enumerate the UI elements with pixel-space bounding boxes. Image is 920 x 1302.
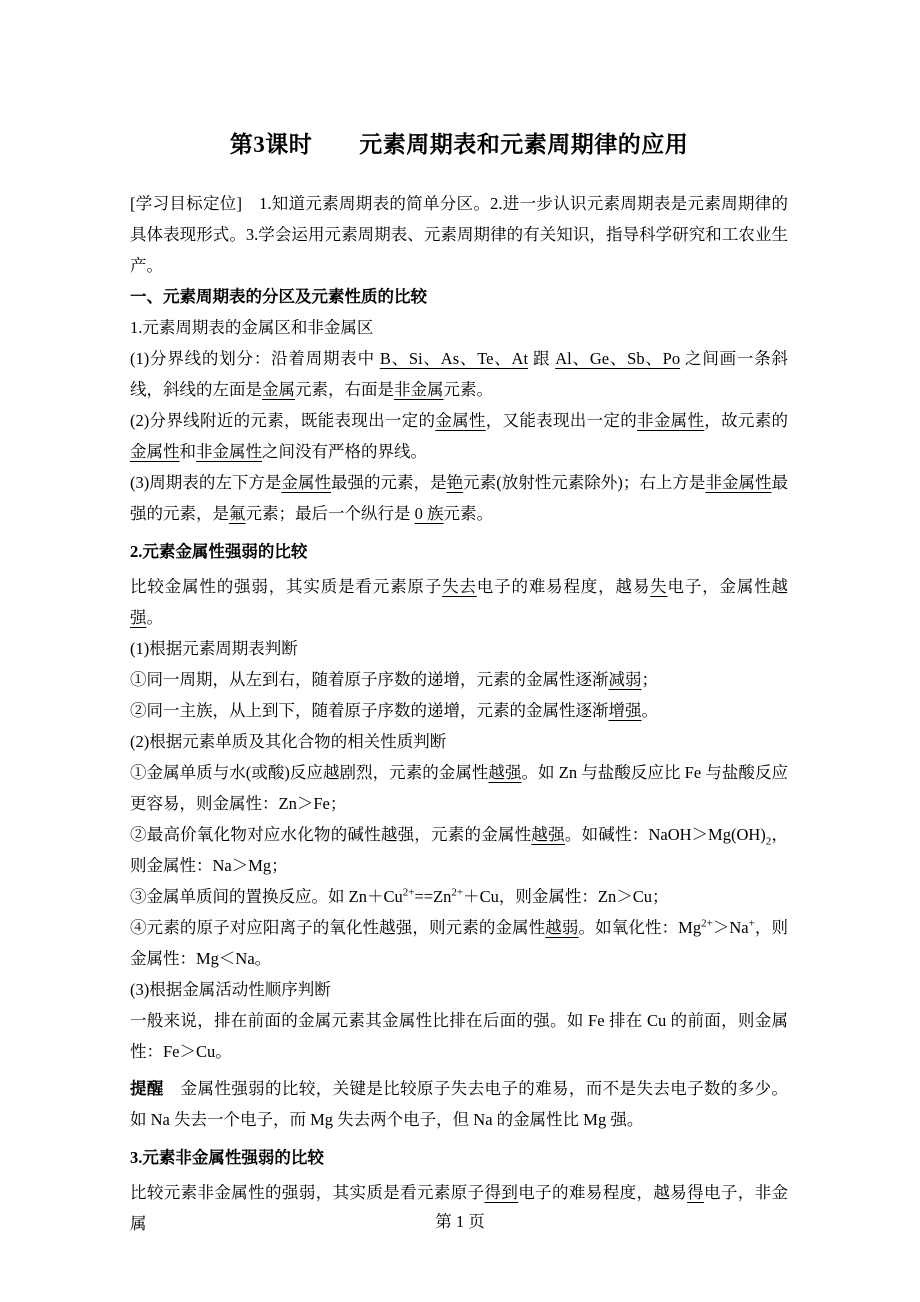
underlined-term: 铯 xyxy=(446,473,464,492)
text-run: 元素(放射性元素除外)；右上方是 xyxy=(463,473,706,492)
text-run: 跟 xyxy=(528,349,556,368)
page-title: 第3课时 元素周期表和元素周期律的应用 xyxy=(229,132,689,157)
text-run: 元素；最后一个纵行是 xyxy=(245,504,415,523)
paragraph xyxy=(130,1005,788,1067)
text-run: ＋Cu，则金属性：Zn＞Cu； xyxy=(463,887,669,906)
underlined-term: 非金属性 xyxy=(705,473,772,492)
text-run: 比较金属性的强弱，其实质是看元素原子 xyxy=(130,577,443,596)
text-run: 一般来说，排在前面的金属元素其金属性比排在后面的强。如 Fe 排在 Cu 的前面，则金属性：Fe＞Cu。 xyxy=(130,1011,788,1061)
text-run: (1)分界线的划分：沿着周期表中 xyxy=(130,349,380,368)
text-run: 最强的元素，是 xyxy=(130,473,789,523)
underlined-term: 金属 xyxy=(262,380,295,399)
text-run: 电子，金属性越 xyxy=(667,577,789,596)
text-run: 3.元素非金属性强弱的比较 xyxy=(130,1148,324,1167)
text-run: 。如 Zn 与盐酸反应比 Fe 与盐酸反应更容易，则金属性：Zn＞Fe； xyxy=(130,763,788,813)
text-run: (3)周期表的左下方是 xyxy=(130,473,282,492)
section-heading xyxy=(130,536,788,567)
text-run: 提醒 xyxy=(130,1079,164,1098)
text-run: 2+ xyxy=(451,886,464,899)
note-paragraph xyxy=(130,1073,788,1135)
page-number: 第 1 页 xyxy=(435,1212,485,1231)
paragraph xyxy=(130,405,788,467)
text-run: 金属性强弱的比较，关键是比较原子失去电子的难易，而不是失去电子数的多少。如 Na 失去一个电子，而 Mg 失去两个电子，但 Na 的金属性比 Mg 强。 xyxy=(130,1079,789,1129)
underlined-term: Al、Ge、Sb、Po xyxy=(555,349,681,368)
text-run: 2+ xyxy=(701,917,713,930)
underlined-term: 减弱 xyxy=(608,670,642,689)
underlined-term: 增强 xyxy=(608,701,642,720)
text-run: 之间画一条斜线，斜线的左面是 xyxy=(130,349,789,399)
underlined-term: 越弱 xyxy=(545,918,579,937)
text-run: ，故元素的 xyxy=(704,411,789,430)
text-run: ②同一主族，从上到下，随着原子序数的递增，元素的金属性逐渐 xyxy=(130,701,609,720)
text-run: 。如碱性：NaOH＞Mg(OH) xyxy=(564,825,766,844)
page-footer xyxy=(0,1212,920,1232)
text-run: ，则金属性：Mg＜Na。 xyxy=(130,918,789,968)
text-run: ； xyxy=(641,670,658,689)
paragraph xyxy=(130,726,788,757)
paragraph xyxy=(130,188,788,281)
text-run: ，又能表现出一定的 xyxy=(485,411,638,430)
section-heading xyxy=(130,281,788,312)
text-run: ①同一周期，从左到右，随着原子序数的递增，元素的金属性逐渐 xyxy=(130,670,609,689)
underlined-term: 越强 xyxy=(488,763,522,782)
paragraph xyxy=(130,571,788,633)
underlined-term: 金属性 xyxy=(130,442,180,461)
section-heading xyxy=(130,1142,788,1173)
text-run: 元素。 xyxy=(443,380,493,399)
paragraph xyxy=(130,912,788,974)
underlined-term: 失 xyxy=(650,577,668,596)
paragraph xyxy=(130,695,788,726)
text-run: ①金属单质与水(或酸)反应越剧烈，元素的金属性 xyxy=(130,763,489,782)
underlined-term: 强 xyxy=(130,608,147,627)
text-run: 电子的难易程度，越易 xyxy=(476,577,651,596)
underlined-term: 非金属性 xyxy=(637,411,705,430)
underlined-term: 非金属性 xyxy=(196,442,262,461)
paragraph xyxy=(130,819,788,881)
underlined-term: 越强 xyxy=(531,825,565,844)
text-run: ③金属单质间的置换反应。如 Zn＋Cu xyxy=(130,887,403,906)
paragraph xyxy=(130,343,788,405)
text-run: 元素。 xyxy=(443,504,493,523)
underlined-term: 氟 xyxy=(229,504,246,523)
text-run: ④元素的原子对应阳离子的氧化性越强，则元素的金属性 xyxy=(130,918,546,937)
paragraph xyxy=(130,974,788,1005)
text-run: 。 xyxy=(146,608,163,627)
text-run: == xyxy=(414,887,434,906)
text-run: (2)分界线附近的元素，既能表现出一定的 xyxy=(130,411,436,430)
underlined-term: 0 族 xyxy=(414,504,444,523)
underlined-term: B、Si、As、Te、At xyxy=(379,349,529,368)
underlined-term: 金属性 xyxy=(435,411,486,430)
text-run: Zn xyxy=(433,887,452,906)
text-run: (1)根据元素周期表判断 xyxy=(130,639,298,658)
text-run: ②最高价氧化物对应水化物的碱性越强，元素的金属性 xyxy=(130,825,532,844)
text-run: [学习目标定位] 1.知道元素周期表的简单分区。2.进一步认识元素周期表是元素周期律的具体表现形式。3.学会运用元素周期表、元素周期律的有关知识，指导科学研究和工农业生产。 xyxy=(130,194,788,275)
text-run: 和 xyxy=(179,442,196,461)
paragraph xyxy=(130,633,788,664)
paragraph xyxy=(130,664,788,695)
text-run: 2.元素金属性强弱的比较 xyxy=(130,542,308,561)
document-body xyxy=(130,188,788,1239)
paragraph xyxy=(130,757,788,819)
text-run: 最强的元素，是 xyxy=(330,473,447,492)
paragraph xyxy=(130,467,788,529)
text-run: 2+ xyxy=(402,886,415,899)
text-run: + xyxy=(748,917,755,930)
text-run: 电子，非金属 xyxy=(130,1183,789,1233)
text-run: 一、元素周期表的分区及元素性质的比较 xyxy=(130,287,427,306)
text-run: ＞Na xyxy=(712,918,749,937)
text-run: 之间没有严格的界线。 xyxy=(262,442,427,461)
paragraph xyxy=(130,881,788,912)
text-run: 元素，右面是 xyxy=(295,380,394,399)
text-run: 。如氧化性：Mg xyxy=(578,918,702,937)
underlined-term: 非金属 xyxy=(394,380,444,399)
text-run: 1.元素周期表的金属区和非金属区 xyxy=(130,318,374,337)
paragraph xyxy=(130,312,788,343)
text-run: ，则金属性：Na＞Mg； xyxy=(130,825,789,875)
text-run: 比较元素非金属性的强弱，其实质是看元素原子 xyxy=(130,1183,485,1202)
underlined-term: 得到 xyxy=(484,1183,519,1202)
underlined-term: 得 xyxy=(687,1183,704,1202)
underlined-term: 失去 xyxy=(442,577,477,596)
text-run: 2 xyxy=(765,835,772,848)
text-run: (2)根据元素单质及其化合物的相关性质判断 xyxy=(130,732,447,751)
underlined-term: 金属性 xyxy=(281,473,331,492)
text-run: (3)根据金属活动性顺序判断 xyxy=(130,980,331,999)
text-run: 。 xyxy=(641,701,658,720)
text-run: 电子的难易程度，越易 xyxy=(518,1183,688,1202)
